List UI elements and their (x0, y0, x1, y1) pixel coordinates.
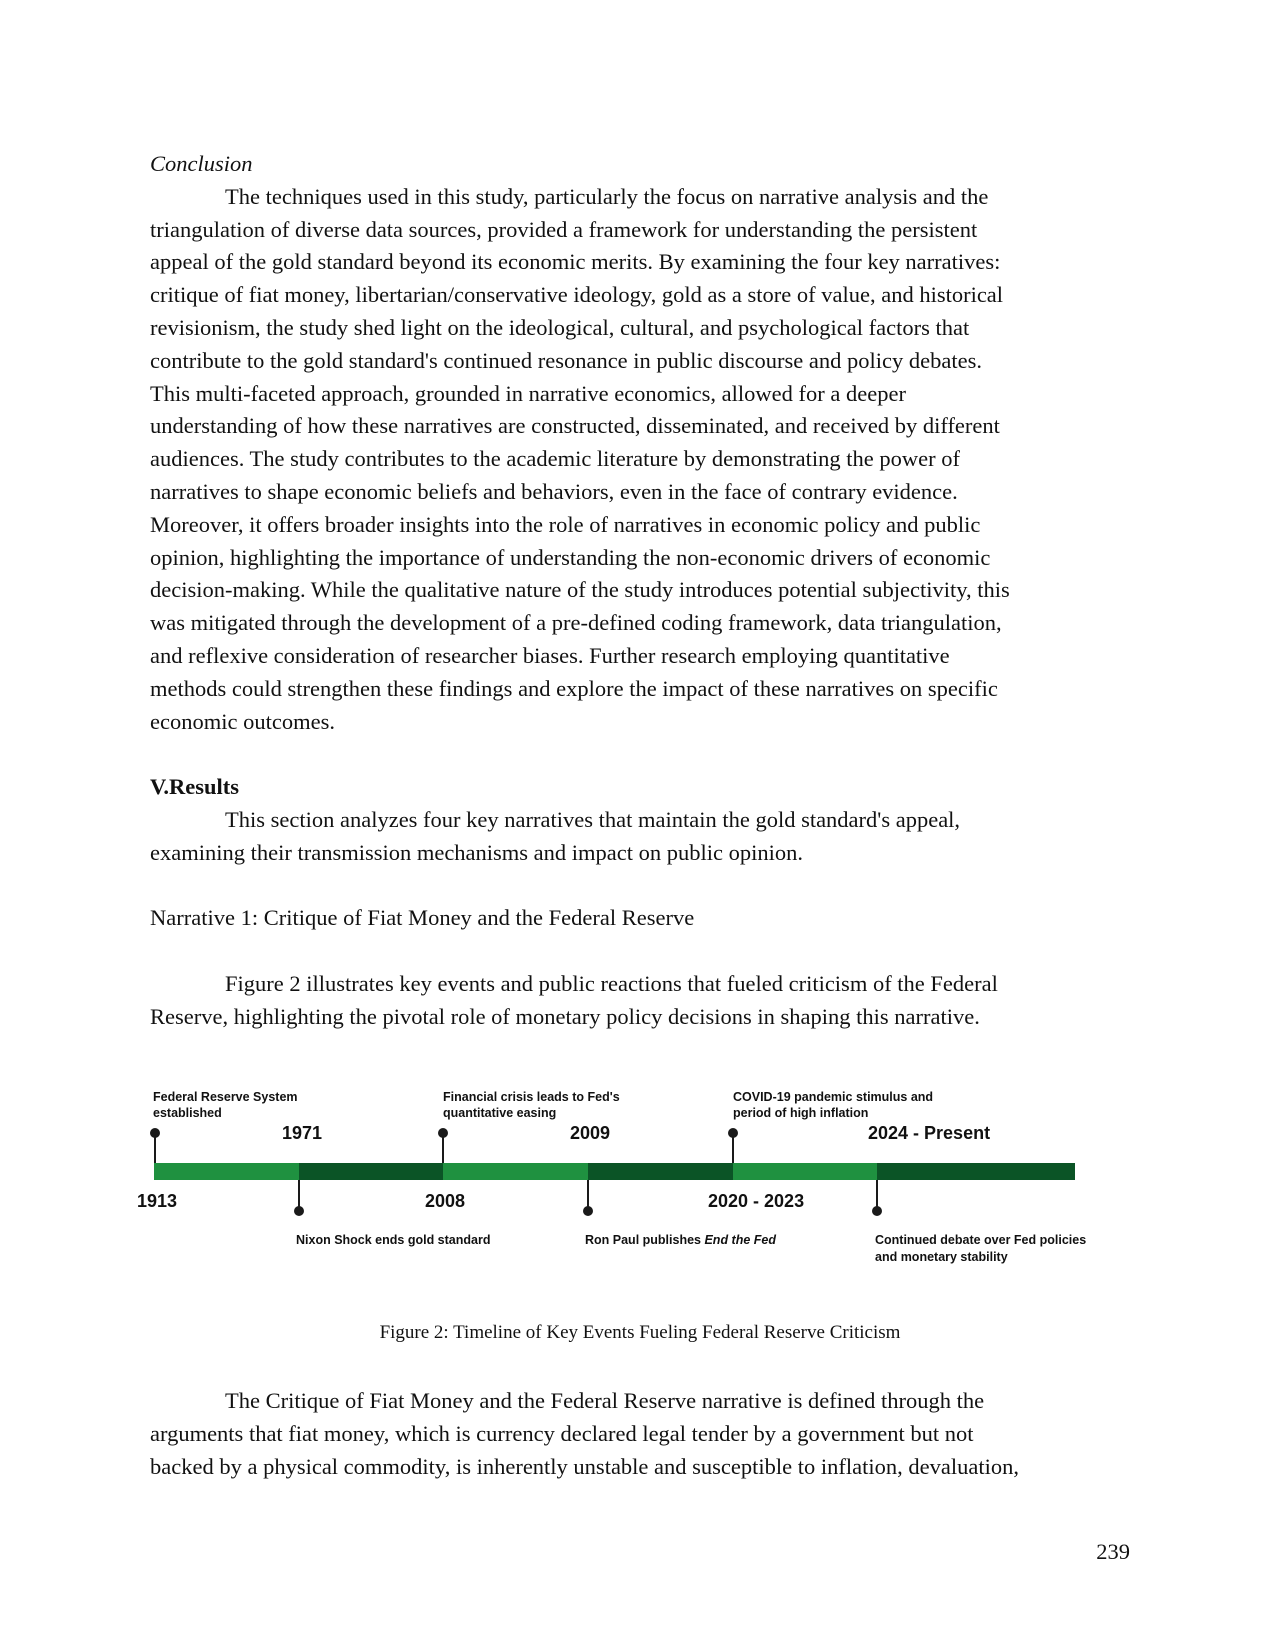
text-line: audiences. The study contributes to the academic literature by demonstrating the power of (150, 446, 960, 472)
figure-caption: Figure 2: Timeline of Key Events Fueling Federal Reserve Criticism (379, 1322, 901, 1343)
event-desc-2020-line1: COVID-19 pandemic stimulus and (733, 1090, 934, 1104)
text-line: The techniques used in this study, particularly the focus on narrative analysis and the (225, 183, 989, 209)
text-line: arguments that fiat money, which is currency declared legal tender by a government but not (150, 1420, 974, 1446)
text-line: decision-making. While the qualitative nature of the study introduces potential subjectivity, this (150, 577, 1010, 603)
event-desc-2009 (585, 1233, 776, 1247)
marker-2020-top (728, 1128, 738, 1163)
marker-2008-top (438, 1128, 448, 1163)
page-number: 239 (1096, 1539, 1130, 1564)
conclusion-heading: Conclusion (150, 151, 253, 176)
timeline-segment-2024 (877, 1163, 1075, 1180)
timeline-svg (130, 1075, 1130, 1295)
text-line: narratives to shape economic beliefs and behaviors, even in the face of contrary evidence. (150, 478, 958, 504)
text-line: appeal of the gold standard beyond its economic merits. By examining the four key narratives: (150, 249, 1001, 275)
text-line: economic outcomes. (150, 708, 335, 734)
text-line: Moreover, it offers broader insights into the role of narratives in economic policy and public (150, 511, 981, 537)
page-body (150, 148, 1130, 1034)
event-desc-2024-line1: Continued debate over Fed policies (875, 1233, 1087, 1247)
marker-1971 (294, 1180, 304, 1216)
text-line: critique of fiat money, libertarian/conservative ideology, gold as a store of value, and historical (150, 282, 1004, 308)
timeline-segment-1971 (299, 1163, 443, 1180)
event-desc-2008-line2: quantitative easing (443, 1106, 557, 1120)
narrative-heading: Narrative 1: Critique of Fiat Money and the Federal Reserve (150, 905, 695, 931)
text-line: backed by a physical commodity, is inherently unstable and susceptible to inflation, devaluation, (150, 1453, 1019, 1479)
event-year-2024-present: 2024 - Present (868, 1123, 991, 1143)
timeline-segment-2008 (443, 1163, 588, 1180)
text-line: Reserve, highlighting the pivotal role of monetary policy decisions in shaping this narrative. (150, 1003, 980, 1029)
event-desc-2008-line1: Financial crisis leads to Fed's (443, 1090, 620, 1104)
timeline-segment-2020 (733, 1163, 877, 1180)
text-line: understanding of how these narratives are constructed, disseminated, and received by different (150, 413, 1000, 439)
timeline-figure (130, 1075, 1130, 1295)
results-heading: V.Results (150, 774, 239, 800)
event-year-2009: 2009 (570, 1123, 611, 1143)
text-line: revisionism, the study shed light on the ideological, cultural, and psychological factors that (150, 314, 970, 340)
text-line: This section analyzes four key narratives that maintain the gold standard's appeal, (225, 806, 961, 832)
text-line: This multi-faceted approach, grounded in narrative economics, allowed for a deeper (150, 380, 906, 406)
text-line: The Critique of Fiat Money and the Federal Reserve narrative is defined through the (225, 1388, 985, 1413)
event-desc-1971: Nixon Shock ends gold standard (296, 1233, 491, 1247)
continuation-paragraph (150, 1385, 1130, 1483)
event-desc-1913-line1: Federal Reserve System (153, 1090, 298, 1104)
text-line: examining their transmission mechanisms and impact on public opinion. (150, 839, 804, 865)
marker-1913 (150, 1128, 160, 1163)
event-year-1913: 1913 (137, 1191, 178, 1211)
event-desc-2009-title: End the Fed (704, 1233, 776, 1247)
event-desc-2020-line2: period of high inflation (733, 1106, 869, 1120)
marker-2024 (872, 1180, 882, 1216)
text-line: and reflexive consideration of researcher biases. Further research employing quantitative (150, 642, 950, 668)
text-line: Figure 2 illustrates key events and public reactions that fueled criticism of the Federal (225, 970, 998, 996)
text-line: opinion, highlighting the importance of understanding the non-economic drivers of economic (150, 544, 991, 570)
event-year-1971: 1971 (282, 1123, 323, 1143)
text-line: was mitigated through the development of a pre-defined coding framework, data triangulation, (150, 610, 1002, 636)
marker-2009 (583, 1180, 593, 1216)
text-line: contribute to the gold standard's continued resonance in public discourse and policy debates. (150, 347, 982, 373)
event-year-2020-2023: 2020 - 2023 (708, 1191, 805, 1211)
event-year-2008: 2008 (425, 1191, 466, 1211)
text-line: triangulation of diverse data sources, provided a framework for understanding the persistent (150, 216, 978, 242)
event-desc-1913-line2: established (153, 1106, 222, 1120)
timeline-segment-2009 (588, 1163, 733, 1180)
event-desc-2024-line2: and monetary stability (875, 1250, 1008, 1264)
timeline-segment-1913 (154, 1163, 299, 1180)
event-desc-2009-prefix: Ron Paul publishes (585, 1233, 705, 1247)
text-line: methods could strengthen these findings and explore the impact of these narratives on specific (150, 675, 998, 701)
